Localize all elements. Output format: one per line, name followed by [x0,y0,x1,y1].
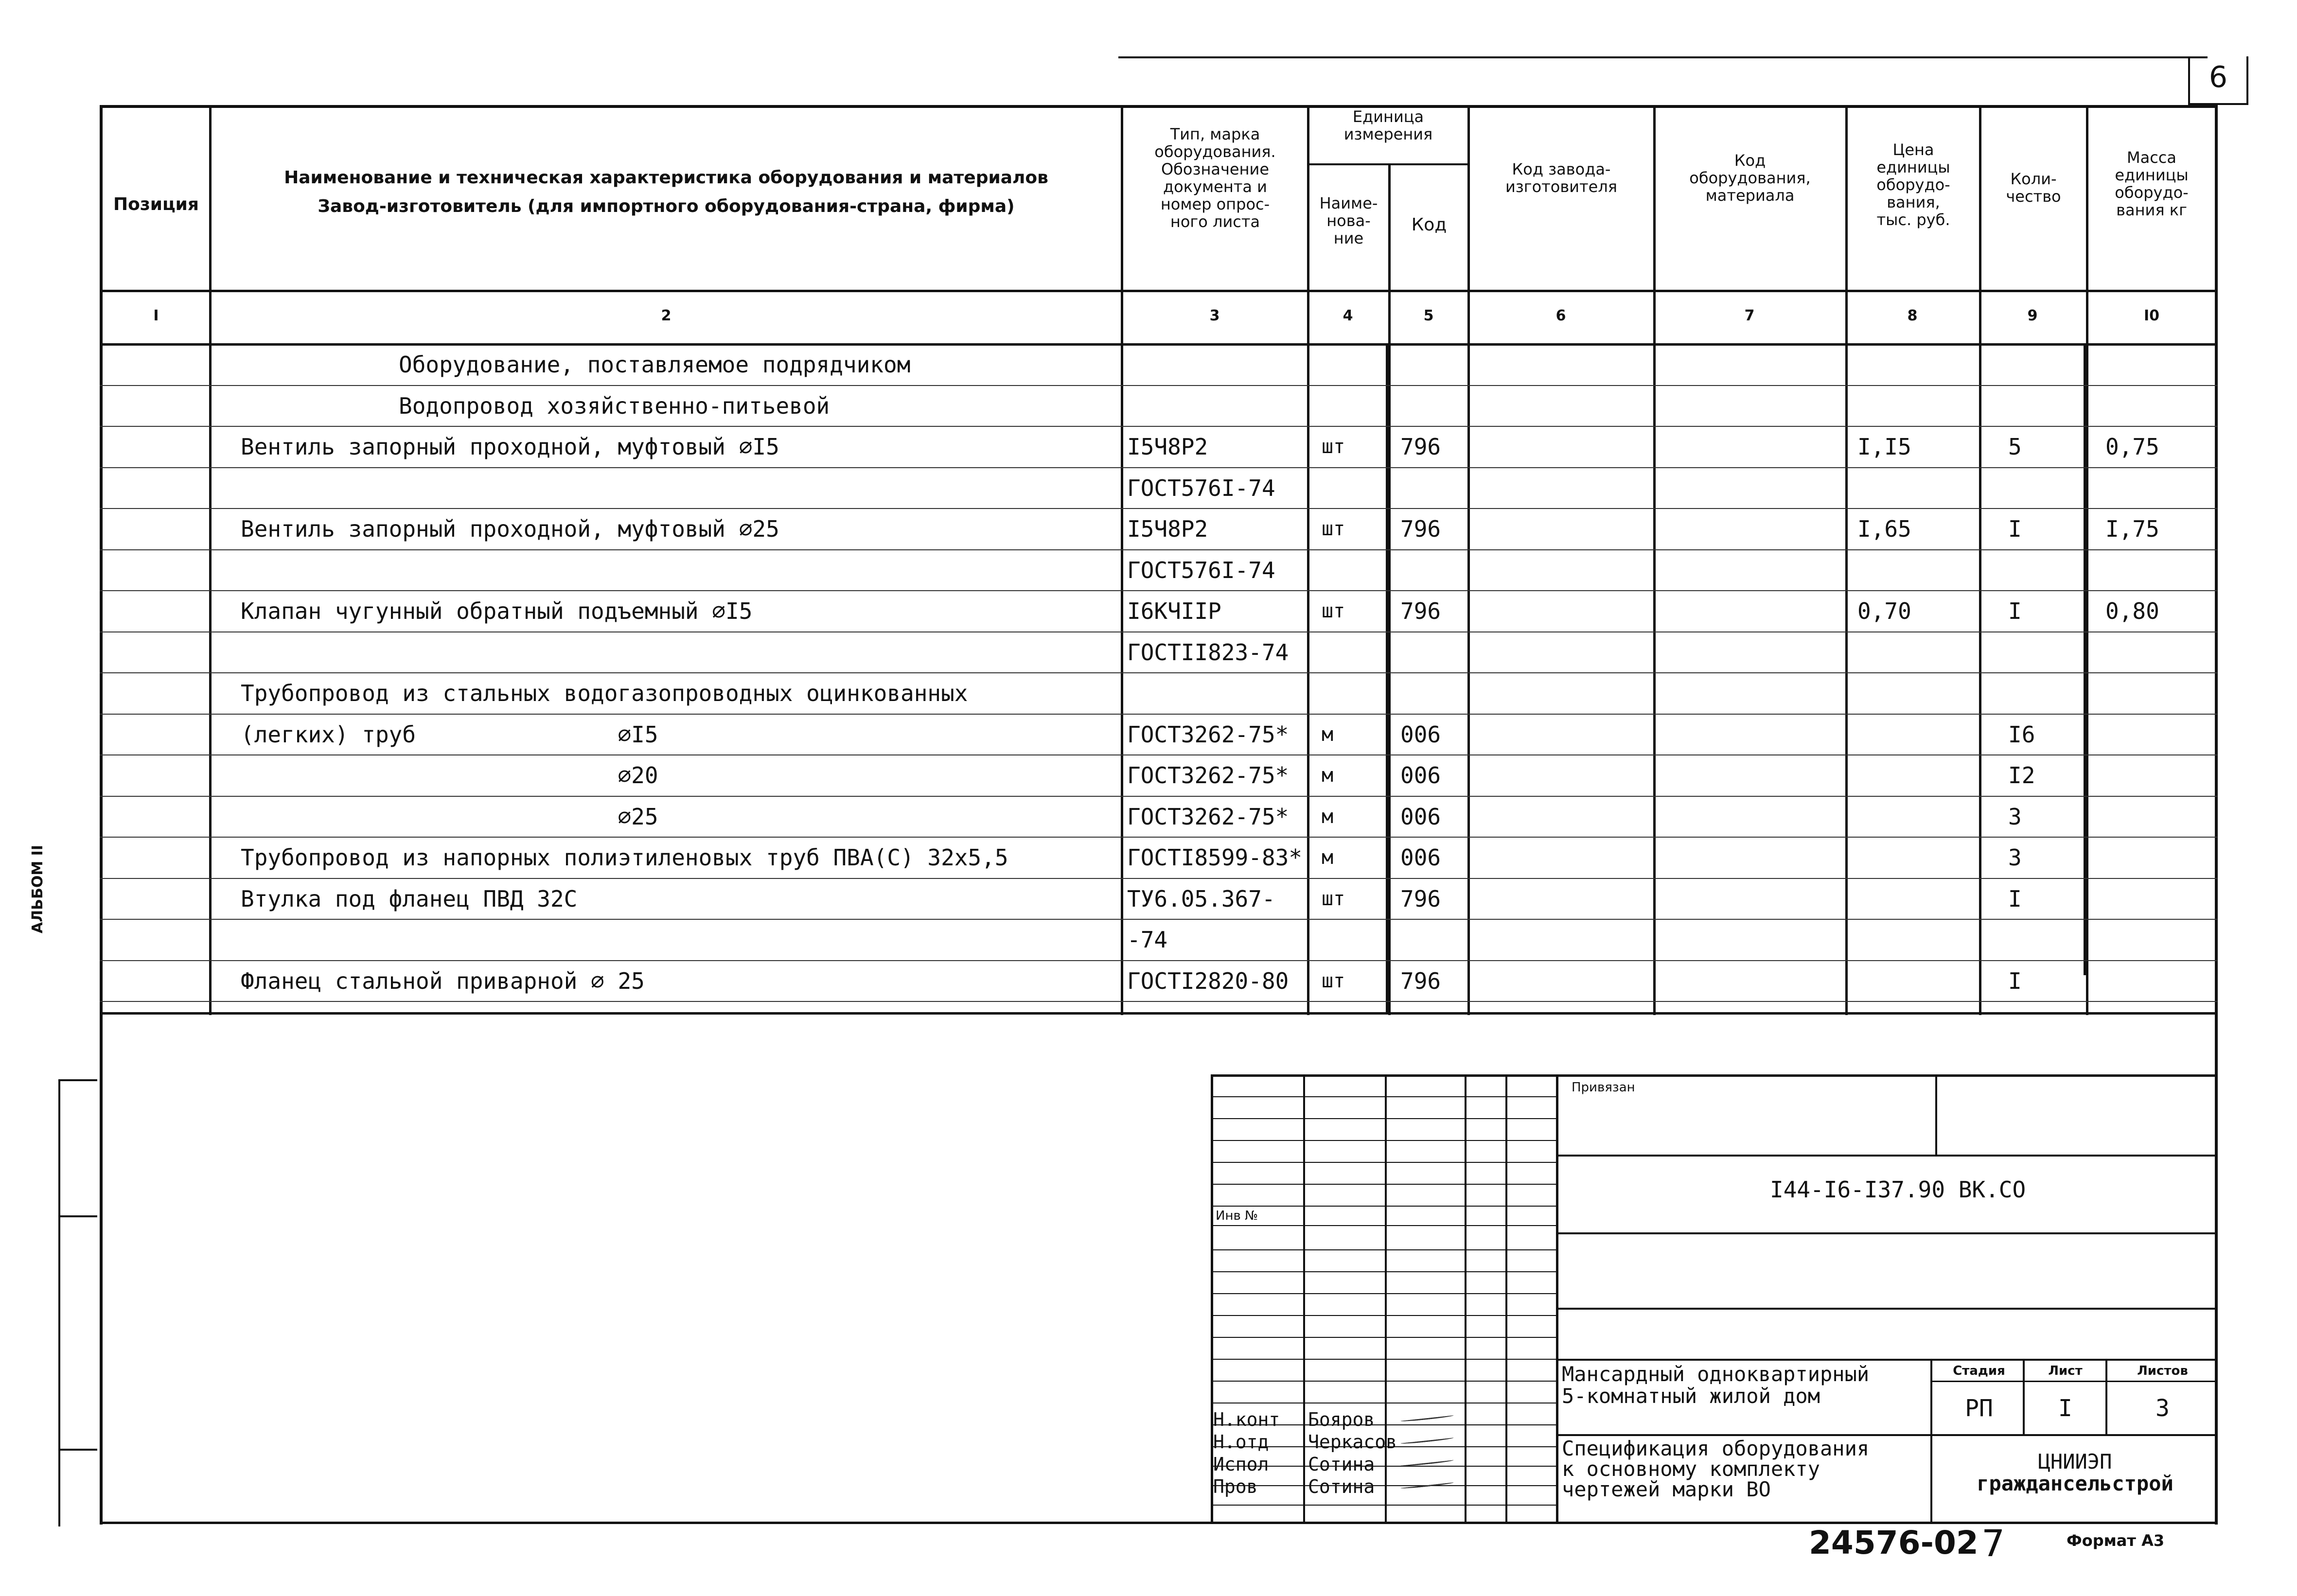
column-number: 5 [1423,307,1434,324]
row-code: 796 [1400,885,1441,912]
header-line: оборудо- [2115,183,2189,202]
grid-line [1211,1505,1556,1506]
row-type: ГОСТ576I-74 [1127,474,1275,501]
organization-line1: ЦНИИЭП [2038,1450,2112,1473]
header-line: тыс. руб. [1876,210,1950,229]
row-type: ГОСТI2820-80 [1127,967,1289,994]
grid-line [1211,1381,1556,1382]
footer-page-number: 7 [1981,1522,2005,1565]
row-divider [100,508,2217,509]
header-equipment-code [1655,152,1845,204]
row-code: 006 [1400,844,1441,871]
row-quantity: 5 [2008,434,2022,460]
row-quantity: 3 [2008,844,2022,871]
document-code: I44-I6-I37.90 ВК.СО [1770,1176,2026,1203]
row-mass: 0,80 [2105,598,2159,624]
row-code: 796 [1400,516,1441,542]
header-unit-mass [2088,149,2215,219]
staff-name: Черкасов [1308,1431,1397,1453]
row-divider [100,631,2217,632]
row-type: ТУ6.05.367- [1127,885,1275,912]
grid-line [1211,1225,1556,1226]
header-line: нова- [1326,211,1371,230]
row-type: ГОСТ3262-75* [1127,762,1289,789]
row-type: ГОСТ576I-74 [1127,557,1275,583]
row-type: ГОСТ3262-75* [1127,721,1289,748]
grid-line [1211,1162,1556,1163]
sheets-label: Листов [2137,1364,2188,1378]
row-unit: шт [1322,600,1345,622]
header-line: материала [1705,186,1795,205]
row-code: 796 [1400,434,1441,460]
header-unit-name [1309,194,1388,247]
header-line: Наиме- [1319,194,1378,212]
staff-name: Сотина [1308,1476,1375,1497]
header-line: оборудо- [1876,175,1950,194]
row-name: Трубопровод из стальных водогазопроводных оцинкованных [241,680,968,706]
row-quantity: I [2008,967,2022,994]
row-type: ГОСТI8599-83* [1127,844,1303,871]
grid-line [1211,1337,1556,1338]
header-position: Позиция [113,194,199,214]
privyazan-label: Привязан [1572,1080,1635,1095]
row-name: Клапан чугунный обратный подъемный ∅I5 [241,598,753,624]
header-line: Тип, марка [1170,125,1260,143]
format-label: Формат А3 [2067,1531,2165,1550]
inv-no-label: Инв № [1216,1209,1258,1223]
row-type: I6КЧIIР [1127,598,1221,624]
staff-role: Испол [1213,1454,1269,1475]
page-number: 6 [2209,60,2228,94]
header-line: Цена [1892,140,1934,159]
signature-mark [1400,1414,1454,1422]
sheet-title-line2: к основному комплекту [1562,1457,1820,1481]
row-divider [100,549,2217,550]
row-price: I,I5 [1857,434,1911,460]
row-divider [100,672,2217,673]
grid-line [1211,1359,1556,1360]
row-divider [100,796,2217,797]
row-unit: шт [1322,969,1345,992]
row-mass: 0,75 [2105,434,2159,460]
project-title-line1: Мансардный одноквартирный [1562,1362,1870,1386]
sheet-title-line3: чертежей марки ВО [1562,1477,1771,1501]
sheet-value: I [2058,1395,2072,1422]
column-number: 8 [1907,307,1918,324]
row-code: 796 [1400,598,1441,624]
header-line: единицы [1876,158,1950,176]
header-unit-price [1848,141,1979,228]
staff-role: Н.конт [1213,1409,1280,1430]
row-quantity: I [2008,598,2022,624]
archive-number: 24576-02 [1809,1524,1979,1561]
header-line: чество [2006,187,2061,206]
row-quantity: I2 [2008,762,2035,789]
staff-role: Пров [1213,1476,1258,1497]
header-line: единицы [2115,166,2189,184]
project-title-line2: 5-комнатный жилой дом [1562,1384,1820,1408]
row-quantity: I6 [2008,721,2035,748]
grid-line [1211,1140,1556,1141]
row-mass: I,75 [2105,516,2159,542]
header-line: ние [1333,229,1364,247]
header-line: Коли- [2010,170,2057,188]
staff-name: Бояров [1308,1409,1375,1430]
header-line: оборудования, [1689,169,1811,187]
row-unit: м [1322,805,1334,828]
row-type: -74 [1127,927,1168,953]
header-line: ного листа [1170,212,1260,231]
row-divider [100,1001,2217,1002]
header-line: номер опрос- [1160,195,1270,213]
row-name: Вентиль запорный проходной, муфтовый ∅I5 [241,434,779,460]
grid-line [1211,1293,1556,1294]
row-name: Водопровод хозяйственно-питьевой [399,392,830,419]
row-divider [100,714,2217,715]
grid-line [1211,1249,1556,1250]
header-line: изготовителя [1505,177,1618,196]
column-number: 3 [1209,307,1220,324]
grid-line [1211,1271,1556,1272]
row-type: ГОСТII823-74 [1127,639,1289,666]
grid-line [1211,1118,1556,1119]
column-number: I [153,307,159,324]
row-code: 006 [1400,762,1441,789]
sheet-label: Лист [2048,1364,2083,1378]
row-code: 006 [1400,803,1441,830]
stage-label: Стадия [1953,1364,2005,1378]
column-number: 6 [1555,307,1566,324]
staff-name: Сотина [1308,1454,1375,1475]
row-type: I5Ч8Р2 [1127,516,1208,542]
row-name: Вентиль запорный проходной, муфтовый ∅25 [241,516,779,542]
row-unit: м [1322,764,1334,787]
column-number: 9 [2027,307,2038,324]
row-name: Фланец стальной приварной ∅ 25 [241,967,645,994]
header-line: Код [1734,151,1766,170]
stage-value: РП [1965,1395,1993,1422]
row-name: Трубопровод из напорных полиэтиленовых труб ПВА(С) 32х5,5 [241,844,1008,871]
row-unit: шт [1322,436,1345,458]
header-line: Единица [1352,107,1424,126]
staff-role: Н.отд [1213,1431,1269,1453]
signature-mark [1400,1436,1454,1444]
header-manufacturer-code [1469,160,1653,195]
row-type: ГОСТ3262-75* [1127,803,1289,830]
header-unit-code: Код [1411,215,1447,235]
header-line: Код завода- [1512,160,1611,178]
row-divider [100,590,2217,591]
row-name: ∅25 [241,803,658,830]
header-name-line2: Завод-изготовитель (для импортного оборудования-страна, фирма) [318,196,1015,216]
row-quantity: I [2008,885,2022,912]
header-line: оборудования. [1154,142,1276,161]
row-price: I,65 [1857,516,1911,542]
column-number: 7 [1744,307,1755,324]
header-line: измерения [1343,125,1433,143]
row-quantity: I [2008,516,2022,542]
header-unit-group [1309,108,1467,143]
row-price: 0,70 [1857,598,1911,624]
grid-line [1211,1485,1556,1486]
row-unit: м [1322,846,1334,869]
header-line: Масса [2126,148,2176,167]
grid-line [1211,1206,1556,1207]
header-type [1123,125,1307,230]
row-divider [100,960,2217,961]
row-code: 006 [1400,721,1441,748]
row-divider [100,878,2217,879]
row-name: (легких) труб ∅I5 [241,721,658,748]
row-name: Втулка под фланец ПВД 32С [241,885,578,912]
header-line: вания кг [2116,201,2187,219]
grid-line [1211,1096,1556,1097]
header-quantity [1981,170,2086,205]
column-number: I0 [2143,307,2160,324]
row-divider [100,837,2217,838]
grid-line [1211,1315,1556,1316]
row-unit: шт [1322,518,1345,540]
album-label: АЛЬБОМ II [29,845,46,933]
sheets-value: 3 [2156,1395,2170,1422]
column-number: 2 [661,307,671,324]
row-divider [100,385,2217,386]
sheet-title-line1: Спецификация оборудования [1562,1437,1870,1460]
row-name: ∅20 [241,762,658,789]
header-line: Обозначение [1161,160,1270,178]
row-unit: м [1322,723,1334,746]
row-divider [100,467,2217,468]
row-divider [100,426,2217,427]
grid-line [1211,1184,1556,1185]
header-line: документа и [1163,177,1267,196]
row-quantity: 3 [2008,803,2022,830]
header-line: вания, [1887,193,1940,211]
row-name: Оборудование, поставляемое подрядчиком [399,351,911,378]
row-divider [100,754,2217,755]
organization-line2: граждансельстрой [1977,1472,2173,1495]
row-divider [100,919,2217,920]
row-code: 796 [1400,967,1441,994]
column-number: 4 [1343,307,1353,324]
row-unit: шт [1322,887,1345,910]
header-name-line1: Наименование и техническая характеристика оборудования и материалов [284,168,1048,188]
row-type: I5Ч8Р2 [1127,434,1208,460]
